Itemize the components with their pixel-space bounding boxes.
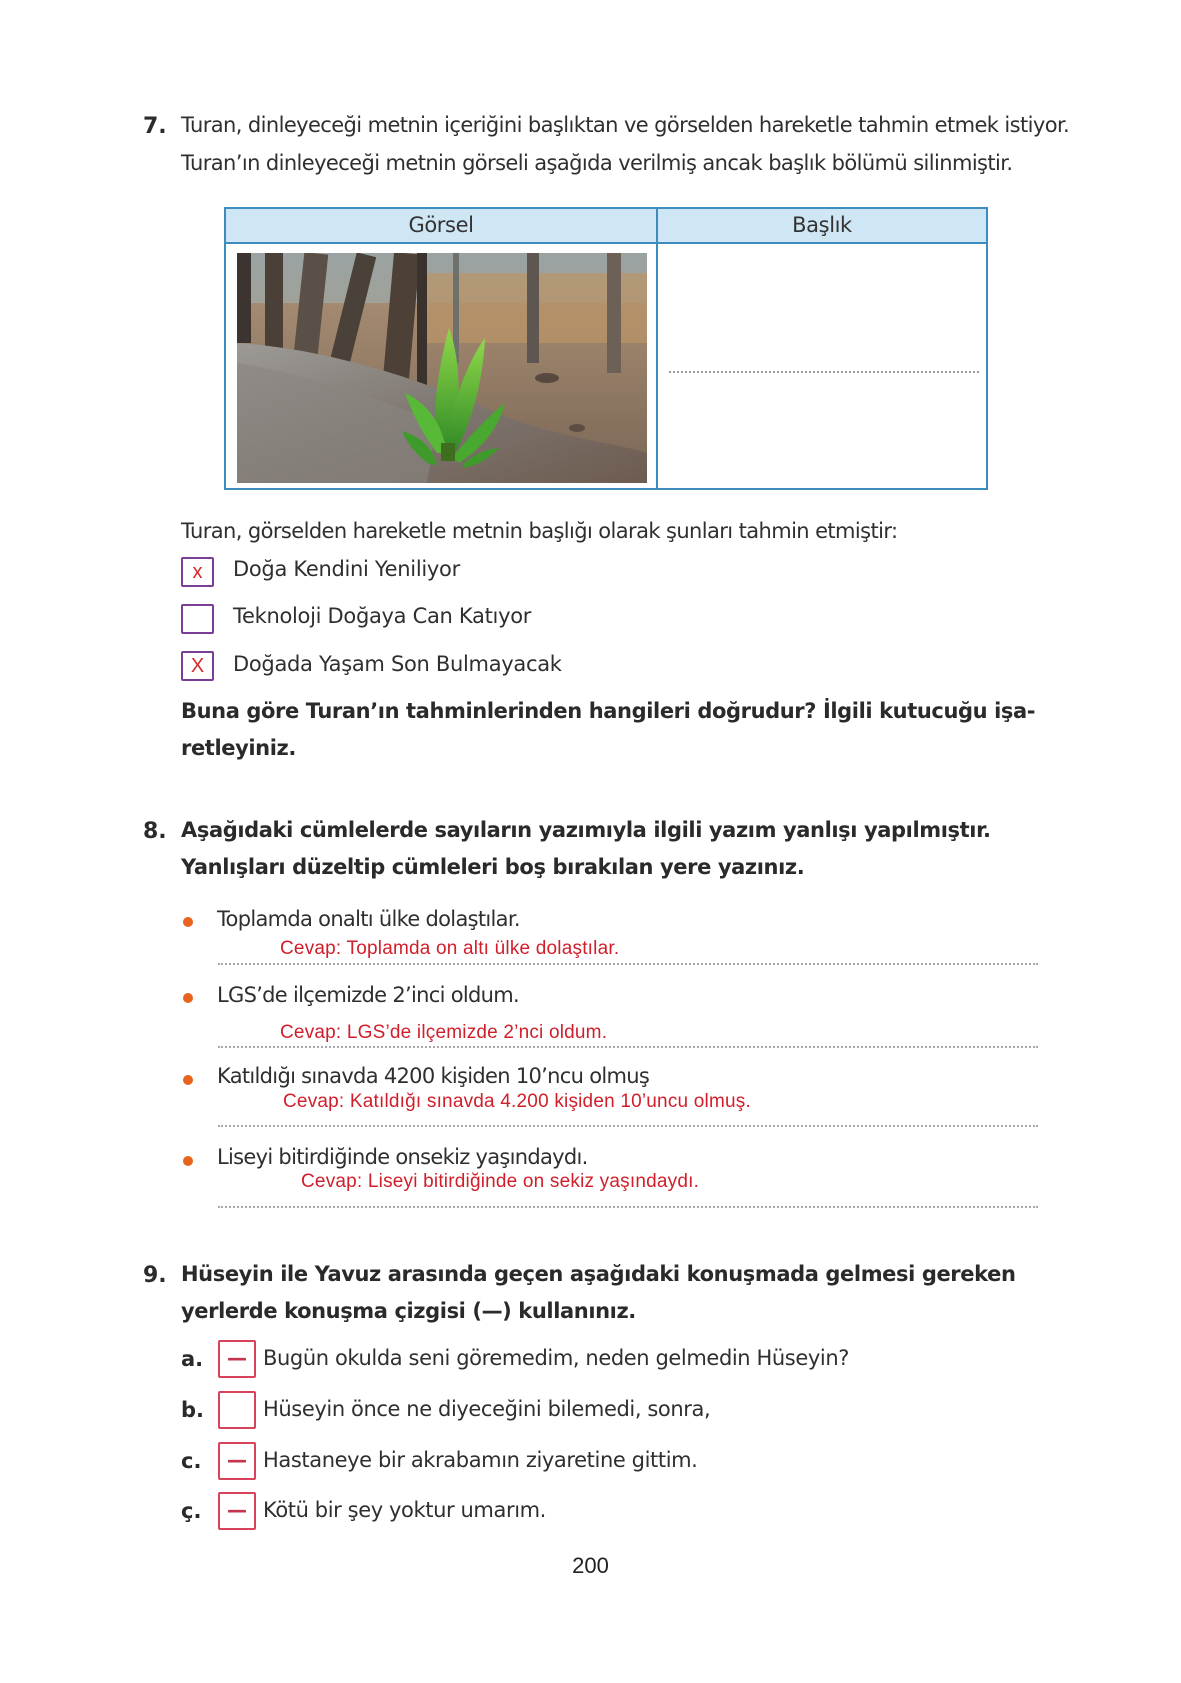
question-7-intro-line-1: Turan, dinleyeceği metnin içeriğini başlıktan ve görselden hareketle tahmin etmek istiyor.: [181, 113, 1070, 137]
bullet-icon: [183, 1156, 193, 1166]
question-8-prompt-line-2: Yanlışları düzeltip cümleleri boş bırakılan yere yazınız.: [181, 855, 805, 879]
q8-item-4-sentence: Liseyi bitirdiğinde onsekiz yaşındaydı.: [217, 1145, 588, 1169]
option-3-label: Doğada Yaşam Son Bulmayacak: [233, 652, 562, 676]
q8-item-1-sentence: Toplamda onaltı ülke dolaştılar.: [217, 907, 520, 931]
question-9-prompt-line-2: yerlerde konuşma çizgisi (—) kullanınız.: [181, 1299, 636, 1323]
question-8-number: 8.: [143, 819, 167, 844]
dialogue-b-dash-box[interactable]: [218, 1391, 256, 1429]
bullet-icon: [183, 1075, 193, 1085]
dialogue-c-dash-box[interactable]: —: [218, 1442, 256, 1480]
question-9-prompt-line-1: Hüseyin ile Yavuz arasında geçen aşağıdaki konuşmada gelmesi gereken: [181, 1262, 1016, 1286]
table-header-image: Görsel: [408, 213, 474, 237]
q8-item-3-answer: Cevap: Katıldığı sınavda 4.200 kişiden 10’uncu olmuş.: [283, 1091, 751, 1112]
bullet-icon: [183, 917, 193, 927]
q8-item-4-answer-line[interactable]: [218, 1206, 1038, 1208]
dialogue-cc-dash-box[interactable]: —: [218, 1492, 256, 1530]
dialogue-a-text: Bugün okulda seni göremedim, neden gelmedin Hüseyin?: [263, 1346, 849, 1370]
table-header-row: [226, 209, 986, 244]
option-1-label: Doğa Kendini Yeniliyor: [233, 557, 460, 581]
q8-item-4-answer: Cevap: Liseyi bitirdiğinde on sekiz yaşındaydı.: [301, 1171, 700, 1192]
question-7-instruction-line-2: retleyiniz.: [181, 736, 296, 760]
image-title-table: [224, 207, 988, 490]
question-8-prompt-line-1: Aşağıdaki cümlelerde sayıların yazımıyla ilgili yazım yanlışı yapılmıştır.: [181, 818, 991, 842]
q8-item-3-sentence: Katıldığı sınavda 4200 kişiden 10’ncu olmuş: [217, 1064, 650, 1088]
dialogue-a-dash-box[interactable]: —: [218, 1340, 256, 1378]
option-3-checkbox[interactable]: X: [181, 651, 214, 681]
dialogue-cc-text: Kötü bir şey yoktur umarım.: [263, 1498, 546, 1522]
dialogue-cc-letter: ç.: [181, 1499, 202, 1523]
question-7-instruction-line-1: Buna göre Turan’ın tahminlerinden hangileri doğrudur? İlgili kutucuğu işa-: [181, 699, 1036, 723]
dialogue-a-letter: a.: [181, 1347, 204, 1371]
table-column-divider: [656, 209, 658, 488]
option-2-checkbox[interactable]: [181, 604, 214, 634]
dialogue-c-letter: c.: [181, 1449, 202, 1473]
q8-item-2-answer-line[interactable]: [218, 1046, 1038, 1048]
title-answer-dotted-line[interactable]: [669, 371, 979, 373]
burned-forest-sprout-photo: [237, 253, 647, 483]
q8-item-2-sentence: LGS’de ilçemizde 2’inci oldum.: [217, 983, 519, 1007]
option-1-checkbox[interactable]: x: [181, 557, 214, 587]
dialogue-b-text: Hüseyin önce ne diyeceğini bilemedi, sonra,: [263, 1397, 711, 1421]
q8-item-2-answer: Cevap: LGS’de ilçemizde 2’nci oldum.: [280, 1022, 608, 1043]
q8-item-1-answer-line[interactable]: [218, 963, 1038, 965]
option-2-label: Teknoloji Doğaya Can Katıyor: [233, 604, 532, 628]
dialogue-b-letter: b.: [181, 1398, 205, 1422]
question-9-number: 9.: [143, 1263, 167, 1288]
q8-item-1-answer: Cevap: Toplamda on altı ülke dolaştılar.: [280, 938, 620, 959]
predictions-intro: Turan, görselden hareketle metnin başlığı olarak şunları tahmin etmiştir:: [181, 519, 898, 543]
bullet-icon: [183, 993, 193, 1003]
q8-item-3-answer-line[interactable]: [218, 1125, 1038, 1127]
page-number: 200: [572, 1553, 609, 1578]
question-7-intro-line-2: Turan’ın dinleyeceği metnin görseli aşağıda verilmiş ancak başlık bölümü silinmiştir.: [181, 151, 1013, 175]
table-header-title: Başlık: [792, 213, 852, 237]
question-7-number: 7.: [143, 114, 167, 139]
dialogue-c-text: Hastaneye bir akrabamın ziyaretine gittim.: [263, 1448, 698, 1472]
